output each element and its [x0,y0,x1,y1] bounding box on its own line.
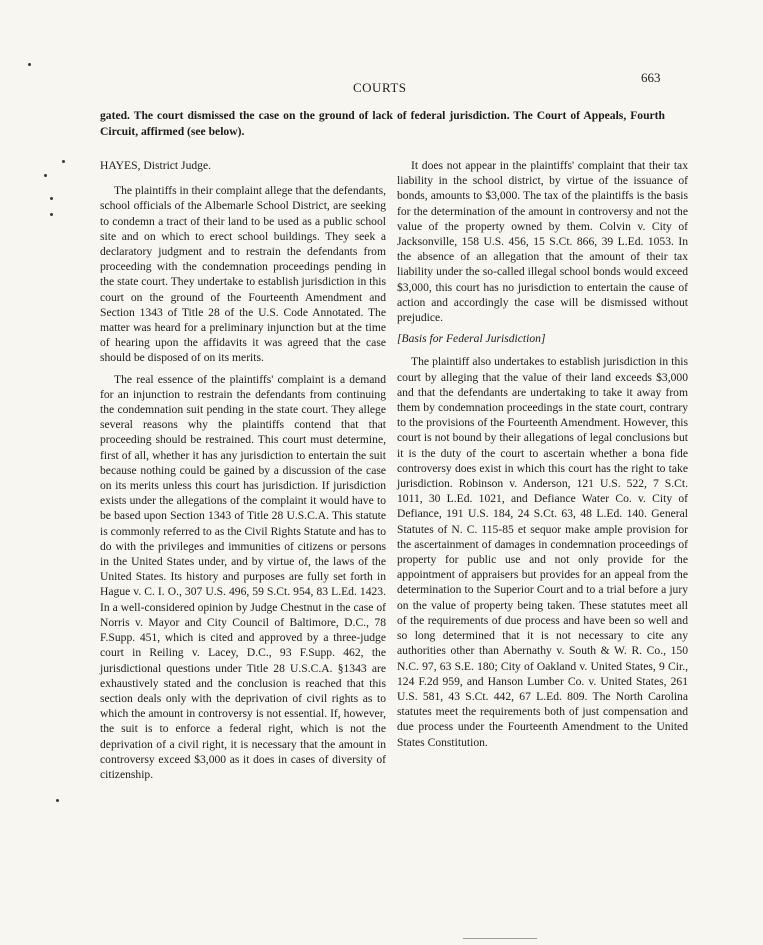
paragraph: The plaintiffs in their complaint allege that the defendants, school officials of the Albemarle School District, are seeking to condemn a tract of their land to be used as a public school site and on which to erect school buildings. They seek a declaratory judgment and to restrain the defendants from proceeding with the condemnation proceedings pending in the state court. They undertake to establish jurisdiction in this court on the ground of the Fourteenth Amendment and Section 1343 of Title 28 of the U.S. Code Annotated. The matter was heard for a preliminary injunction but at the time of hearing upon the affidavits it was agreed that the case should be disposed of on its merits. [100,184,386,365]
margin-mark [50,213,53,216]
left-column [100,158,386,788]
paragraph: The real essence of the plaintiffs' complaint is a demand for an injunction to restrain the defendants from continuing the condemnation suit pending in the state court. They allege several reasons why the plaintiffs contend that that proceeding should be restrained. This court must determine, first of all, whether it has any jurisdiction to entertain the suit because nothing could be gained by a discussion of the case on its merits unless this court has jurisdiction. If jurisdiction exists under the allegations of the complaint it would have to be based upon Section 1343 of Title 28 U.S.C.A. This statute is commonly referred to as the Civil Rights Statute and has to do with the privileges and immunities of citizens or persons in the United States under, and by virtue of, the laws of the United States. Its history and purposes are fully set forth in Hague v. C. I. O., 307 U.S. 496, 59 S.Ct. 954, 83 L.Ed. 1423. In a well-considered opinion by Judge Chestnut in the case of Norris v. Mayor and City Council of Baltimore, D.C., 78 F.Supp. 451, which is cited and approved by a three-judge court in Reiling v. Lacey, D.C., 93 F.Supp. 462, the jurisdictional questions under Title 28 U.S.C.A. §1343 are exhaustively stated and the conclusion is reached that this section deals only with the deprivation of civil rights as to which the amount in controversy is not essential. If, however, the suit is to enforce a federal right, which is not the deprivation of a civil right, it is necessary that the amount in controversy exceed $3,000 as it does in cases of diversity of citizenship. [100,372,386,781]
margin-mark [50,197,53,200]
running-head: COURTS [353,80,407,95]
judge-name: HAYES, District Judge. [100,159,212,172]
paragraph: It does not appear in the plaintiffs' complaint that their tax liability in the school district, by virtue of the issuance of bonds, amounts to $3,000. The tax of the plaintiffs is the basis for the determination of the amount in controversy and not the value of the property owned by them. Colvin v. City of Jacksonville, 158 U.S. 456, 15 S.Ct. 866, 39 L.Ed. 1053. In the absence of an allegation that the amount of their tax liability under the so-called illegal school bonds would exceed $3,000, this court has no jurisdiction to entertain the cause of action and accordingly the case will be dismissed without prejudice. [397,159,688,325]
right-column [397,158,688,756]
scan-artifact-line [463,938,537,939]
page-number: 663 [641,70,661,85]
margin-mark [28,63,31,66]
margin-mark [56,799,59,802]
margin-mark [62,160,65,163]
paragraph: The plaintiff also undertakes to establish jurisdiction in this court by alleging that the value of their land exceeds $3,000 and that the defendants are undertaking to take it away from them by condemnation proceedings in the state court, contrary to the provisions of the Fourteenth Amendment. However, this court is not bound by their allegations of legal conclusions but it is the duty of the court to ascertain whether a bona fide controversy does exist in which this court has the right to take jurisdiction. Robinson v. Anderson, 121 U.S. 522, 7 S.Ct. 1011, 30 L.Ed. 1021, and Defiance Water Co. v. City of Defiance, 191 U.S. 184, 24 S.Ct. 63, 48 L.Ed. 140. General Statutes of N. C. 115-85 et sequor make ample provision for the ascertainment of damages in condemnation proceedings of property for public use and not only provide for the appointment of appraisers but provides for an appeal from the determination to the Superior Court and to a trial before a jury on the value of property being taken. These statutes meet all of the requirements of due process and have been so well and so long determined that it is not necessary to cite any authorities other than Abernathy v. South & W. R. Co., 150 N.C. 97, 63 S.E. 180; City of Oakland v. United States, 9 Cir., 124 F.2d 959, and Hanson Lumber Co. v. United States, 261 U.S. 581, 43 S.Ct. 442, 67 L.Ed. 809. The North Carolina statutes meet the requirements both of just compensation and due process under the Fourteenth Amendment to the United States Constitution. [397,355,688,749]
section-heading: [Basis for Federal Jurisdiction] [397,332,546,346]
case-summary: gated. The court dismissed the case on the ground of lack of federal jurisdiction. The Court of Appeals, Fourth Circuit, affirmed (see below). [100,109,665,138]
margin-mark [44,174,47,177]
